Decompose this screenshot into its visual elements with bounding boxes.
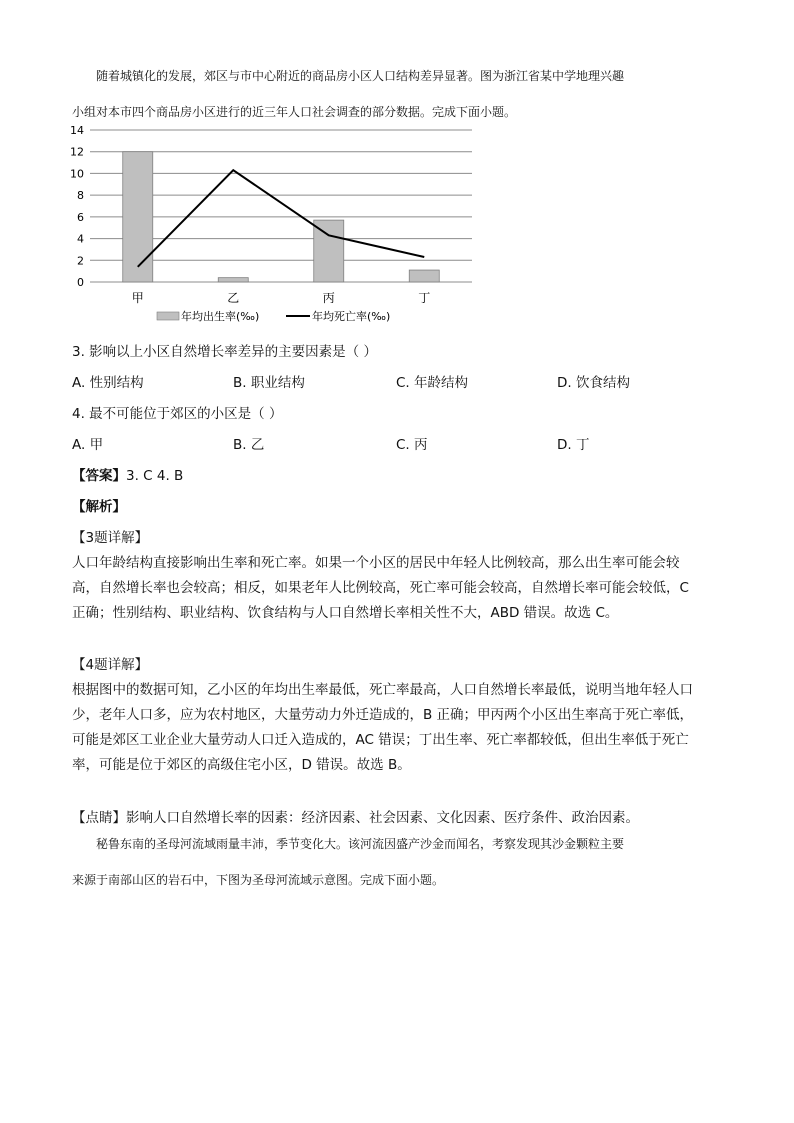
- y-tick-label: 4: [77, 232, 84, 246]
- detail-4-heading: 【4题详解】: [72, 657, 149, 673]
- analysis-label: 【解析】: [72, 499, 126, 515]
- detail-3-line: 正确；性别结构、职业结构、饮食结构与人口自然增长率相关性不大，ABD 错误。故选 C。: [72, 605, 619, 621]
- x-tick-label: 甲: [131, 291, 144, 305]
- q3-option-c: C. 年龄结构: [396, 375, 469, 391]
- death-rate-line: [138, 170, 425, 267]
- question-3-stem: 3. 影响以上小区自然增长率差异的主要因素是（ ）: [72, 344, 377, 360]
- intro-passage-2: [72, 826, 722, 898]
- q3-option-a: A. 性别结构: [72, 375, 144, 391]
- chart-y-tick-labels: [70, 124, 84, 289]
- intro-2-line-1: 秘鲁东南的圣母河流域雨量丰沛，季节变化大。该河流因盛产沙金而闻名，考察发现其沙金颗粒主要: [96, 837, 625, 851]
- intro-1-line-2: 小组对本市四个商品房小区进行的近三年人口社会调查的部分数据。完成下面小题。: [72, 105, 517, 119]
- tip-label: 【点睛】: [72, 810, 126, 826]
- x-tick-label: 丁: [418, 291, 431, 305]
- detail-3-line: 人口年龄结构直接影响出生率和死亡率。如果一个小区的居民中年轻人比例较高，那么出生率可能会较: [72, 555, 680, 571]
- legend-death-rate-label: 年均死亡率(‰): [312, 310, 391, 323]
- y-tick-label: 0: [77, 276, 84, 289]
- birth-rate-bar: [218, 278, 248, 282]
- detail-4-line: 率，可能是位于郊区的高级住宅小区，D 错误。故选 B。: [72, 757, 411, 773]
- detail-4-line: 根据图中的数据可知，乙小区的年均出生率最低，死亡率最高，人口自然增长率最低，说明当地年轻人口: [72, 682, 693, 698]
- intro-2-line-2: 来源于南部山区的岩石中，下图为圣母河流域示意图。完成下面小题。: [72, 873, 445, 887]
- detail-3-heading: 【3题详解】: [72, 530, 149, 546]
- birth-rate-bar: [409, 270, 439, 282]
- intro-1-line-1: 随着城镇化的发展，郊区与市中心附近的商品房小区人口结构差异显著。图为浙江省某中学地理兴趣: [96, 69, 625, 83]
- y-tick-label: 6: [77, 210, 84, 224]
- detail-4-paragraph: [72, 678, 722, 778]
- q4-option-b: B. 乙: [233, 437, 265, 453]
- population-chart: [60, 118, 480, 333]
- tip-text: 影响人口自然增长率的因素：经济因素、社会因素、文化因素、医疗条件、政治因素。: [126, 810, 639, 826]
- y-tick-label: 12: [70, 145, 84, 159]
- birth-rate-bar: [314, 220, 344, 282]
- answer-text: 3. C 4. B: [126, 468, 184, 484]
- detail-3-paragraph: [72, 551, 722, 626]
- y-tick-label: 14: [70, 124, 84, 137]
- y-tick-label: 2: [77, 254, 84, 268]
- q3-option-b: B. 职业结构: [233, 375, 305, 391]
- y-tick-label: 10: [70, 167, 84, 181]
- birth-rate-bar: [123, 152, 153, 282]
- q3-option-d: D. 饮食结构: [557, 375, 630, 391]
- detail-3-line: 高，自然增长率也会较高；相反，如果老年人比例较高，死亡率可能会较高，自然增长率可能会较低，C: [72, 580, 689, 596]
- question-4-stem: 4. 最不可能位于郊区的小区是（ ）: [72, 406, 283, 422]
- y-tick-label: 8: [77, 189, 84, 203]
- legend-birth-rate-swatch: [157, 312, 179, 320]
- answer-label: 【答案】: [72, 468, 126, 484]
- chart-x-tick-labels: [132, 291, 431, 305]
- q4-option-c: C. 丙: [396, 437, 428, 453]
- x-tick-label: 乙: [227, 291, 240, 305]
- q4-option-d: D. 丁: [557, 437, 590, 453]
- detail-4-line: 可能是郊区工业企业大量劳动人口迁入造成的，AC 错误；丁出生率、死亡率都较低，但出生率低于死亡: [72, 732, 689, 748]
- detail-4-line: 少，老年人口多，应为农村地区，大量劳动力外迁造成的，B 正确；甲丙两个小区出生率高于死亡率低，: [72, 707, 694, 723]
- answer-line: [72, 464, 183, 484]
- chart-legend: [157, 309, 390, 323]
- x-tick-label: 丙: [322, 291, 335, 305]
- tip-line: [72, 806, 639, 826]
- q4-option-a: A. 甲: [72, 437, 104, 453]
- legend-birth-rate-label: 年均出生率(‰): [181, 310, 260, 323]
